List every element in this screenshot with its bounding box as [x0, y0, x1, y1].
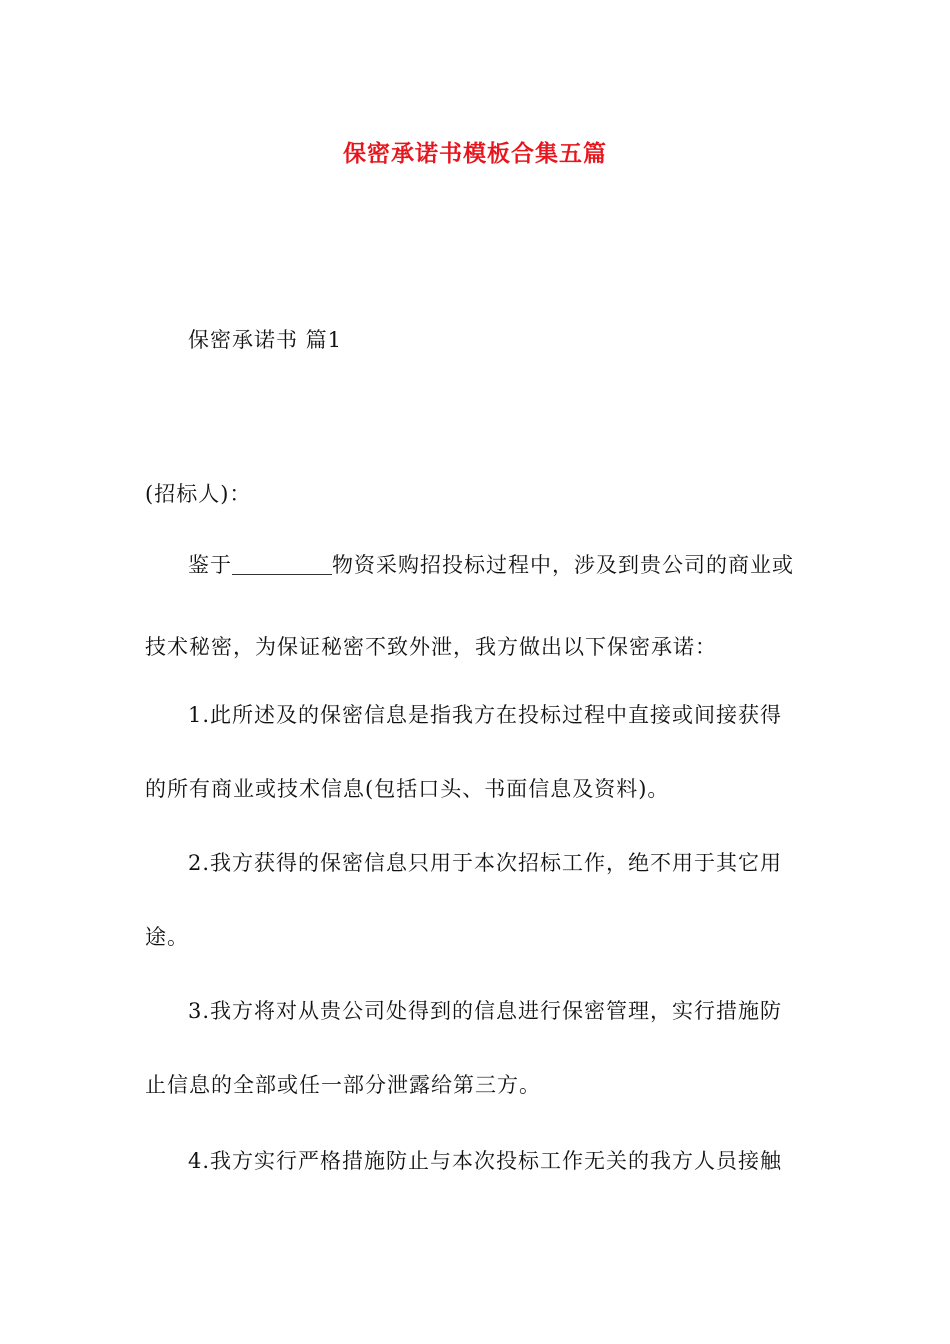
addressee-line: (招标人)： [145, 482, 252, 506]
paragraph-1-prefix: 鉴于 [188, 553, 232, 577]
item-3-line-1: 3.我方将对从贵公司处得到的信息进行保密管理，实行措施防 [188, 999, 783, 1023]
item-2-line-2: 途。 [145, 925, 189, 949]
fill-in-blank [232, 552, 332, 575]
section-heading: 保密承诺书 篇1 [188, 328, 343, 352]
item-4-line-1: 4.我方实行严格措施防止与本次投标工作无关的我方人员接触 [188, 1149, 783, 1173]
paragraph-1-suffix: 物资采购招投标过程中，涉及到贵公司的商业或 [332, 553, 794, 577]
item-1-line-2: 的所有商业或技术信息(包括口头、书面信息及资料)。 [145, 777, 670, 801]
document-title: 保密承诺书模板合集五篇 [343, 140, 607, 167]
item-2-line-1: 2.我方获得的保密信息只用于本次招标工作，绝不用于其它用 [188, 851, 783, 875]
item-1-line-1: 1.此所述及的保密信息是指我方在投标过程中直接或间接获得 [188, 703, 783, 727]
item-3-line-2: 止信息的全部或任一部分泄露给第三方。 [145, 1073, 541, 1097]
paragraph-1-line-2: 技术秘密，为保证秘密不致外泄，我方做出以下保密承诺： [145, 635, 717, 659]
paragraph-1-line-1 [188, 550, 794, 580]
